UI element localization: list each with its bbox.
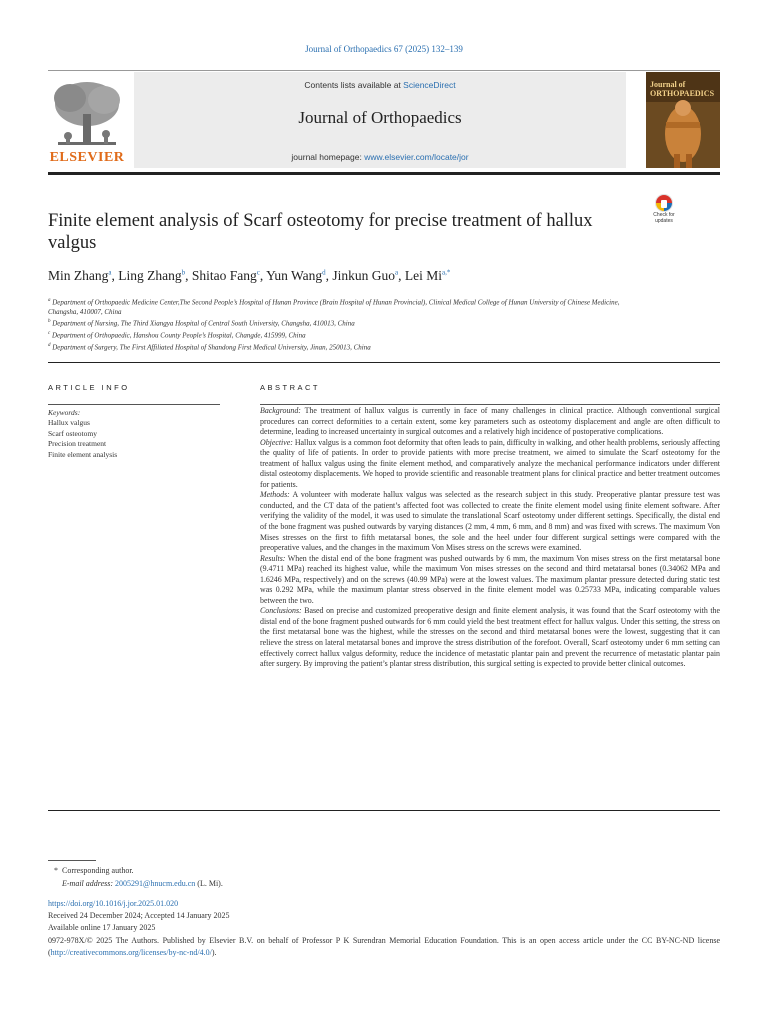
email-label: E-mail address:: [62, 879, 114, 888]
author-affiliation-mark[interactable]: d: [322, 268, 326, 277]
affiliation-mark: a: [48, 298, 51, 303]
abstract-section-label: Results:: [260, 553, 286, 563]
affiliation-list: [48, 296, 648, 353]
email-line: [62, 879, 223, 888]
email-suffix: (L. Mi).: [195, 879, 223, 888]
affiliation-divider: [48, 362, 720, 363]
author-name[interactable]: Jinkun Guo: [332, 268, 396, 283]
journal-citation[interactable]: Journal of Orthopaedics 67 (2025) 132–139: [305, 44, 463, 54]
header-bottom-rule: [48, 172, 720, 175]
abstract-section-label: Conclusions:: [260, 606, 302, 616]
abstract-end-rule: [48, 810, 720, 811]
keyword-item[interactable]: Hallux valgus: [48, 418, 90, 427]
author-affiliation-mark[interactable]: a,*: [442, 268, 451, 277]
contents-available-line: [134, 80, 626, 90]
abstract-body: [260, 406, 720, 670]
author-affiliation-mark[interactable]: a: [395, 268, 399, 277]
abstract-section-text: Based on precise and customized preoperative design and finite element analysis, it was found that the Scarf osteotomy with the distal end of the bone fragment pushed outwards for 6 mm could yield the best treatment effect for hallux valgus. Under this setting, the stress on the first metatarsal bone was the highest, while the stresses on the second and third metatarsal bones were the lowest, suggesting that it can relieve the stress on lateral metatarsal bones and improve the stress distribution of the forefoot. Overall, Scarf osteotomy under 6 mm setting can effectively correct hallux valgus deformity, reduce the incidence of metastatic plantar pain and prevent the recurrence of metastatic plantar pain after surgery. By improving the patient’s plantar stress distribution, this surgical setting is expected to provide better clinical outcomes.: [260, 606, 720, 669]
abstract-section-label: Objective:: [260, 437, 293, 447]
keyword-item[interactable]: Scarf osteotomy: [48, 428, 97, 438]
footnote-rule: [48, 860, 96, 861]
author-affiliation-mark[interactable]: c: [256, 268, 260, 277]
cover-title: Journal of ORTHOPAEDICS: [650, 80, 715, 98]
abstract-heading: ABSTRACT: [260, 383, 321, 392]
copyright-text: 0972-978X/© 2025 The Authors. Published by Elsevier B.V. on behalf of Professor P K Surendran Memorial Education Foundation. This is an open access article under the CC BY-NC-ND license (: [48, 936, 720, 957]
author-name[interactable]: Yun Wang: [266, 268, 323, 283]
journal-homepage-line: [134, 152, 626, 162]
affiliation-mark: d: [48, 342, 51, 348]
abstract-section-label: Methods:: [260, 490, 290, 500]
article-info-heading: ARTICLE INFO: [48, 383, 130, 392]
email-link[interactable]: 2005291@hnucm.edu.cn: [115, 879, 196, 888]
author-name[interactable]: Min Zhang: [48, 268, 109, 283]
check-for-updates-label[interactable]: Check for updates: [653, 212, 675, 224]
keyword-item[interactable]: Finite element analysis: [48, 449, 118, 459]
affiliation-text: Department of Nursing, The Third Xiangya Hospital of Central South University, Changsha, 410013, China: [52, 319, 355, 328]
affiliation-item: [48, 296, 648, 317]
corresponding-author-note: [54, 866, 134, 875]
abstract-section-text: Hallux valgus is a common foot deformity that often leads to pain, difficulty in walking, and other health problems, seriously affecting the quality of life of patients. In order to provide patients with more precise treatment, we aimed to simulate the Scarf osteotomy for the treatment of hallux valgus using the finite element method, and comparatively analyze the mechanical performance indicators under different distal osteotomy displacements. We hoped to provide scientific and reasonable treatment plans for clinical practice and better treatment outcomes for patients.: [260, 437, 720, 489]
affiliation-text: Department of Orthopaedic Medicine Center,The Second People’s Hospital of Hunan Province (Brain Hospital of Hunan Provincial), Clinical Medical College of Hunan University of Chinese Medicine, Changsha, 410007, China: [48, 298, 620, 316]
author-name[interactable]: Shitao Fang: [191, 268, 257, 283]
copyright-notice: [48, 935, 720, 959]
abstract-section: [260, 490, 720, 553]
journal-name: Journal of Orthopaedics: [298, 108, 462, 127]
paper-title: Finite element analysis of Scarf osteotomy for precise treatment of hallux valgus: [48, 211, 593, 253]
contents-prefix: Contents lists available at: [304, 80, 404, 90]
keywords-label: Keywords:: [48, 408, 81, 417]
author-name[interactable]: Lei Mi: [404, 268, 443, 283]
keyword-item[interactable]: Precision treatment: [48, 439, 107, 448]
asterisk-mark: *: [54, 866, 58, 875]
abstract-section: [260, 606, 720, 669]
author-list: Min Zhang$^a$, Ling Zhang$^b$, Shitao Fang$^c$, Yun Wang$^d$, Jinkun Guo$^a$, Lei $Mi^{a,*}$: [48, 268, 451, 283]
abstract-section: [260, 438, 720, 491]
abstract-section: [260, 406, 720, 438]
affiliation-item: [48, 341, 648, 353]
keyword-list: [48, 418, 220, 460]
doi-link[interactable]: https://doi.org/10.1016/j.jor.2025.01.020: [48, 899, 179, 908]
article-info-rule: [48, 404, 220, 405]
header-top-rule: [48, 70, 720, 71]
affiliation-mark: b: [48, 319, 51, 325]
affiliation-mark: c: [48, 331, 51, 337]
abstract-section-text: A volunteer with moderate hallux valgus was selected as the research subject in this study. Preoperative plantar pressure test was conducted, and the CT data of the patient’s affected foot was collected to create the finite element model using finite element software. After verifying the validity of the model, it was used to simulate the translational Scarf osteotomy under different settings. Specifically, the distal end of the bone fragment was pushed outwards by varying distances (2 mm, 4 mm, 6 mm, and 8 mm) and was fixed with screws. The maximum Von Mises stresses on the first to fifth metatarsal bones, the sole and the heel under four different surgical settings were compared with the preoperative values, and the changes in the maximum Von Mises stress on the screws were examined.: [260, 490, 720, 553]
homepage-prefix: journal homepage:: [291, 152, 365, 162]
sciencedirect-link[interactable]: ScienceDirect: [403, 80, 456, 90]
author-affiliation-mark[interactable]: b: [181, 268, 186, 277]
journal-homepage-link[interactable]: www.elsevier.com/locate/jor: [364, 152, 469, 162]
abstract-section-label: Background:: [260, 406, 301, 415]
abstract-section-text: The treatment of hallux valgus is currently in face of many challenges in clinical practice. Although conventional surgical procedures can correct deformities to a certain extent, some key parameters such as osteotomy displacement and angle are often difficult to determine, leading to increased uncertainty in surgical outcomes and a relatively high incidence of postoperative complications.: [260, 406, 720, 437]
affiliation-text: Department of Surgery, The First Affiliated Hospital of Shandong First Medical University, Jinan, 250013, China: [52, 343, 371, 352]
abstract-rule: [260, 404, 720, 405]
abstract-section: [260, 554, 720, 607]
license-link[interactable]: http://creativecommons.org/licenses/by-nc-nd/4.0/: [50, 948, 212, 957]
abstract-section-text: When the distal end of the bone fragment was pushed outwards by 6 mm, the maximum Von mises stress on the first metatarsal bone (9.4711 MPa) reached its highest value, while the maximum Von mises stresses on the second and third metatarsal bones (0.34062 MPa and 1.6246 MPa, respectively) and on the screws (40.99 MPa) were at the lowest values. The maximum plantar pressure detected during static test was 0.292 MPa, while the maximum plantar stress observed in the finite element model was 0.25733 MPa, indicating comparable values between the two.: [260, 553, 720, 605]
publisher-wordmark: ELSEVIER: [49, 150, 125, 165]
received-dates: Received 24 December 2024; Accepted 14 January 2025: [48, 911, 230, 920]
author-name[interactable]: Ling Zhang: [118, 268, 182, 283]
journal-cover-image[interactable]: [646, 72, 720, 168]
corresponding-author-text: Corresponding author.: [62, 866, 134, 875]
copyright-suffix: ).: [211, 948, 217, 957]
affiliation-text: Department of Orthopaedic, Hanshou County People’s Hospital, Changde, 415999, China: [51, 331, 306, 340]
affiliation-item: [48, 329, 648, 341]
affiliation-item: [48, 317, 648, 329]
available-online-date: Available online 17 January 2025: [48, 923, 156, 932]
author-affiliation-mark[interactable]: a: [108, 268, 112, 277]
